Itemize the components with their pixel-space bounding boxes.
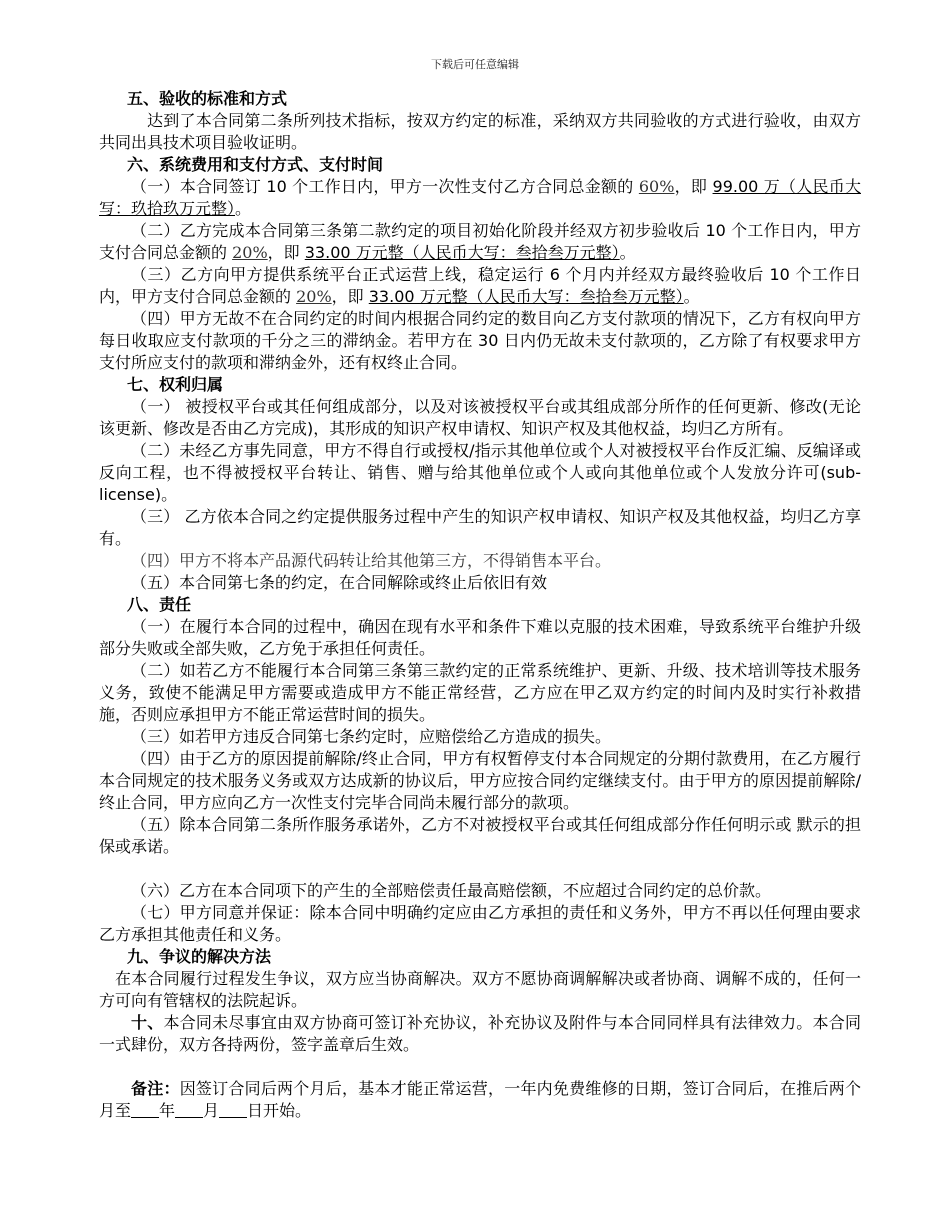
remark-label: 备注：: [131, 1079, 180, 1098]
section-8-item-7: （七）甲方同意并保证：除本合同中明确约定应由乙方承担的责任和义务外，甲方不再以任何理由要求乙方承担其他责任和义务。: [99, 903, 861, 944]
section-9-title: 九、争议的解决方法: [127, 947, 272, 966]
section-8-item-2: （二）如若乙方不能履行本合同第三条第三款约定的正常系统维护、更新、升级、技术培训等技术服务义务，致使不能满足甲方需要或造成甲方不能正常经营，乙方应在甲乙双方约定的时间内及时实行补救措施，否则应承担甲方不能正常运营时间的损失。: [99, 661, 861, 724]
blank-year: [131, 1101, 159, 1118]
payment-amount-2: 33.00 万元整（人民币大写：叁拾叁万元整）: [304, 243, 620, 262]
section-7-item-1: （一） 被授权平台或其任何组成部分，以及对该被授权平台或其组成部分所作的任何更新、修改(无论该更新、修改是否由乙方完成)，其形成的知识产权申请权、知识产权及其他权益，均归乙方所有。: [99, 397, 861, 438]
payment-percent-1: 60%: [638, 177, 675, 196]
section-7-title: 七、权利归属: [127, 375, 224, 394]
blank-month: [175, 1101, 203, 1118]
payment-amount-1: 99.00 万（人民币大写：玖拾玖万元整）: [99, 177, 861, 218]
section-6-item-4: （四）甲方无故不在合同约定的时间内根据合同约定的数目向乙方支付款项的情况下，乙方有权向甲方每日收取应支付款项的千分之三的滞纳金。若甲方在 30 日内仍无故未支付款项的，乙方除了有权要求甲方支付所应支付的款项和滞纳金外，还有权终止合同。: [99, 309, 861, 372]
payment-percent-2: 20%: [232, 243, 268, 262]
spacer: [99, 858, 861, 880]
section-7-item-2: （二）未经乙方事先同意，甲方不得自行或授权/指示其他单位或个人对被授权平台作反汇编、反编译或反向工程，也不得被授权平台转让、销售、赠与给其他单位或个人或向其他单位或个人发放分许可(sub-license)。: [99, 441, 861, 504]
payment-percent-3: 20%: [296, 287, 332, 306]
section-8-item-6: （六）乙方在本合同项下的产生的全部赔偿责任最高赔偿额，不应超过合同约定的总价款。: [131, 881, 772, 900]
section-6-item-3: （三）乙方向甲方提供系统平台正式运营上线，稳定运行 6 个月内并经双方最终验收后 10 个工作日内，甲方支付合同总金额的 20%，即 33.00 万元整（人民币大写：叁拾叁万元整）。: [99, 265, 861, 306]
page-header-note: 下载后可任意编辑: [431, 58, 519, 71]
section-8-title: 八、责任: [127, 595, 192, 614]
section-7-item-4: （四）甲方不将本产品源代码转让给其他第三方，不得销售本平台。: [131, 551, 612, 570]
section-7-item-3: （三） 乙方依本合同之约定提供服务过程中产生的知识产权申请权、知识产权及其他权益，均归乙方享有。: [99, 507, 861, 548]
remark: 备注：因签订合同后两个月后，基本才能正常运营，一年内免费维修的日期，签订合同后，在推后两个月至 年 月 日开始。: [99, 1079, 861, 1120]
section-6-title: 六、系统费用和支付方式、支付时间: [127, 155, 384, 174]
section-6-item-2: （二）乙方完成本合同第三条第二款约定的项目初始化阶段并经双方初步验收后 10 个工作日内，甲方支付合同总金额的 20%，即 33.00 万元整（人民币大写：叁拾叁万元整）。: [99, 221, 861, 262]
section-8-item-5: （五）除本合同第二条所作服务承诺外，乙方不对被授权平台或其任何组成部分作任何明示或 默示的担保或承诺。: [99, 815, 861, 856]
section-8-item-1: （一）在履行本合同的过程中，确因在现有水平和条件下难以克服的技术困难，导致系统平台维护升级部分失败或全部失败，乙方免于承担任何责任。: [99, 617, 861, 658]
section-6-item-1: （一）本合同签订 10 个工作日内，甲方一次性支付乙方合同总金额的 60%，即 99.00 万（人民币大写：玖拾玖万元整）。: [99, 177, 861, 218]
payment-amount-3: 33.00 万元整（人民币大写：叁拾叁万元整）: [368, 287, 684, 306]
section-8-item-4: （四）由于乙方的原因提前解除/终止合同，甲方有权暂停支付本合同规定的分期付款费用，在乙方履行本合同规定的技术服务义务或双方达成新的协议后，甲方应按合同约定继续支付。由于甲方的原因提前解除/终止合同，甲方应向乙方一次性支付完毕合同尚未履行部分的款项。: [99, 749, 861, 812]
section-5-body: 达到了本合同第二条所列技术指标，按双方约定的标准，采纳双方共同验收的方式进行验收，由双方共同出具技术项目验收证明。: [99, 111, 861, 152]
contract-body: [99, 88, 861, 1122]
section-5-title: 五、验收的标准和方式: [127, 89, 288, 108]
section-7-item-5: （五）本合同第七条的约定，在合同解除或终止后依旧有效: [131, 573, 548, 592]
section-10-label: 十、: [131, 1013, 164, 1032]
section-10-body: 本合同未尽事宜由双方协商可签订补充协议，补充协议及附件与本合同同样具有法律效力。本合同一式肆份，双方各持两份，签字盖章后生效。: [99, 1013, 861, 1054]
section-8-item-3: （三）如若甲方违反合同第七条约定时，应赔偿给乙方造成的损失。: [131, 727, 612, 746]
section-10: [99, 1012, 861, 1056]
spacer: [99, 1056, 861, 1078]
section-9-body: 在本合同履行过程发生争议，双方应当协商解决。双方不愿协商调解解决或者协商、调解不成的，任何一方可向有管辖权的法院起诉。: [99, 969, 861, 1010]
blank-day: [219, 1101, 247, 1118]
